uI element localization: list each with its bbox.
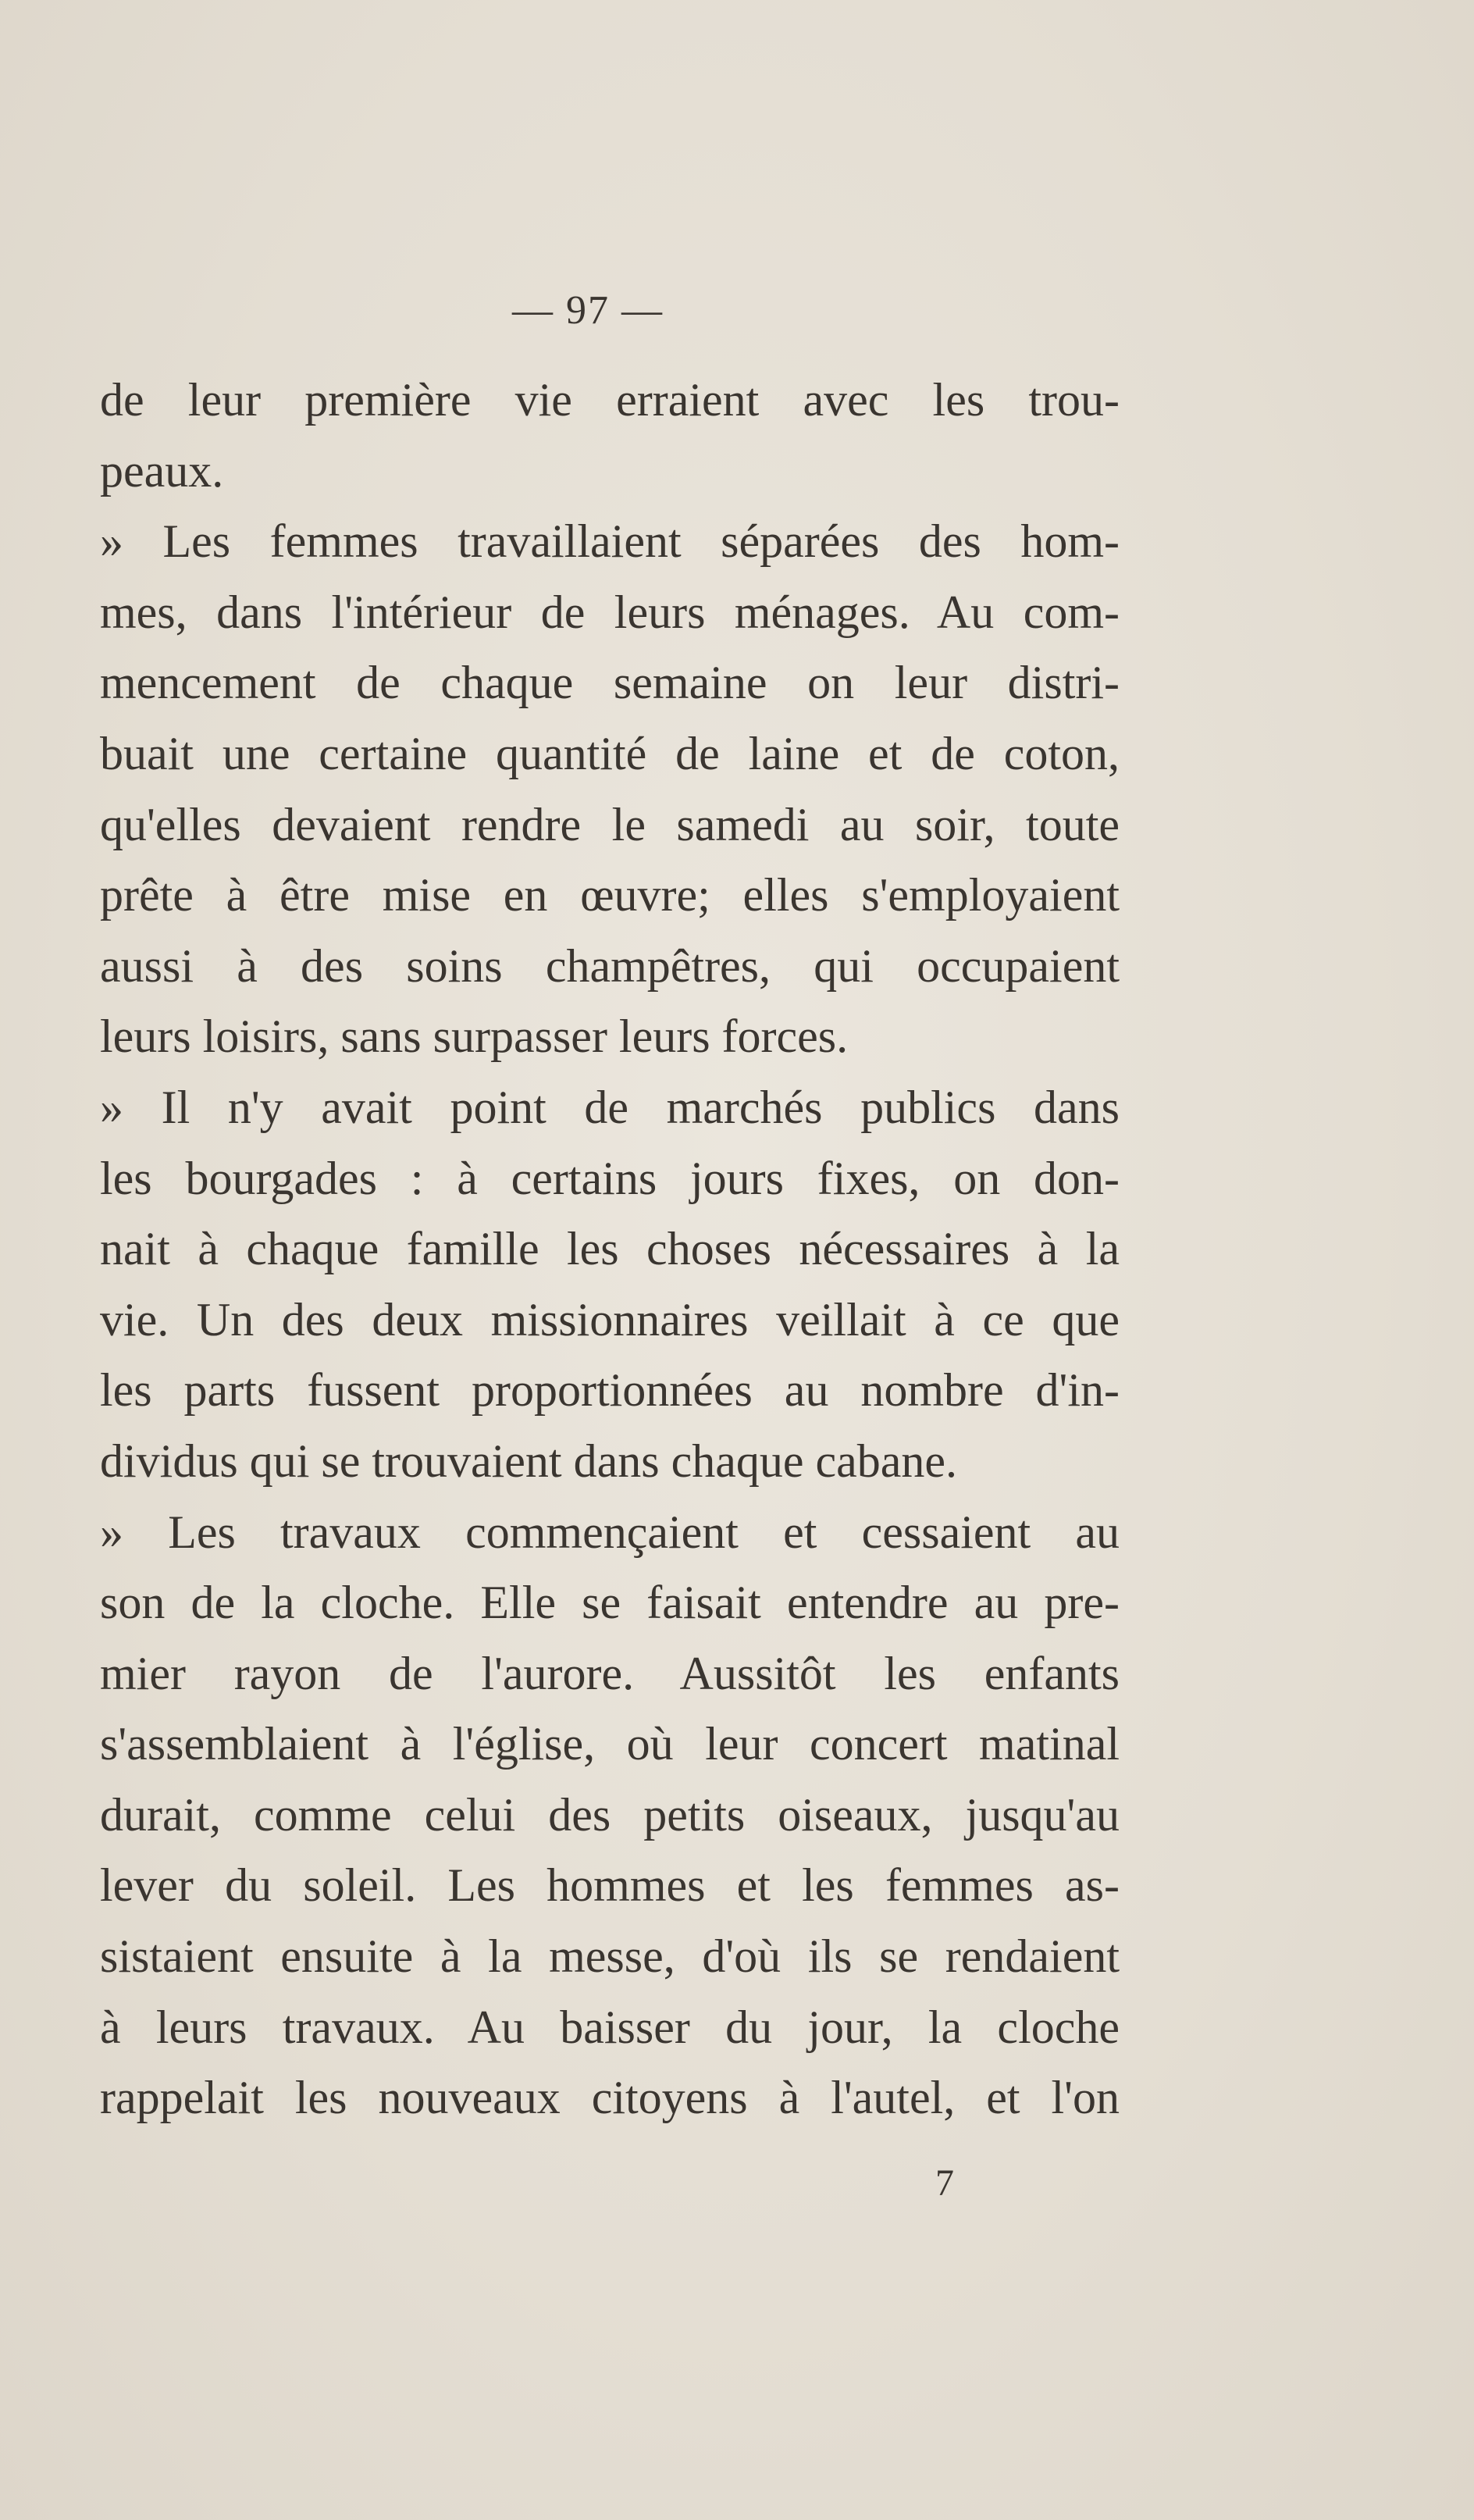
text-line: leurs loisirs, sans surpasser leurs forces. <box>100 1010 849 1063</box>
text-line: » Les femmes travaillaient séparées des hom- <box>100 515 1120 568</box>
text-line: qu'elles devaient rendre le samedi au soir, toute <box>100 798 1120 850</box>
text-line: de leur première vie erraient avec les trou- <box>100 374 1120 426</box>
page-number: — 97 — <box>512 288 664 333</box>
text-line: buait une certaine quantité de laine et de coton, <box>100 727 1120 779</box>
text-line: les parts fussent proportionnées au nombre d'in- <box>100 1364 1120 1417</box>
text-line: s'assemblaient à l'église, où leur concert matinal <box>100 1718 1120 1770</box>
text-line: les bourgades : à certains jours fixes, on don- <box>100 1152 1120 1204</box>
text-line: mier rayon de l'aurore. Aussitôt les enfants <box>100 1647 1120 1699</box>
text-line: mes, dans l'intérieur de leurs ménages. Au com- <box>100 586 1120 638</box>
text-line: son de la cloche. Elle se faisait entendre au pre- <box>100 1577 1120 1629</box>
text-line: dividus qui se trouvaient dans chaque cabane. <box>100 1435 957 1487</box>
text-line: » Les travaux commençaient et cessaient au <box>100 1506 1120 1558</box>
text-line: vie. Un des deux missionnaires veillait à ce que <box>100 1293 1120 1346</box>
text-line: rappelait les nouveaux citoyens à l'autel, et l'on <box>100 2072 1120 2124</box>
text-line: » Il n'y avait point de marchés publics dans <box>100 1081 1120 1133</box>
text-line: prête à être mise en œuvre; elles s'employaient <box>100 869 1120 921</box>
text-line: durait, comme celui des petits oiseaux, jusqu'au <box>100 1788 1120 1841</box>
text-line: peaux. <box>100 444 224 497</box>
signature-mark: 7 <box>935 2162 954 2204</box>
text-line: à leurs travaux. Au baisser du jour, la cloche <box>100 2001 1120 2053</box>
text-line: nait à chaque famille les choses nécessaires à la <box>100 1223 1120 1275</box>
text-line: sistaient ensuite à la messe, d'où ils se rendaient <box>100 1930 1120 1983</box>
body-text <box>100 365 1120 2133</box>
text-line: lever du soleil. Les hommes et les femmes as- <box>100 1859 1120 1912</box>
text-line: mencement de chaque semaine on leur distri- <box>100 657 1120 709</box>
text-line: aussi à des soins champêtres, qui occupaient <box>100 939 1120 992</box>
